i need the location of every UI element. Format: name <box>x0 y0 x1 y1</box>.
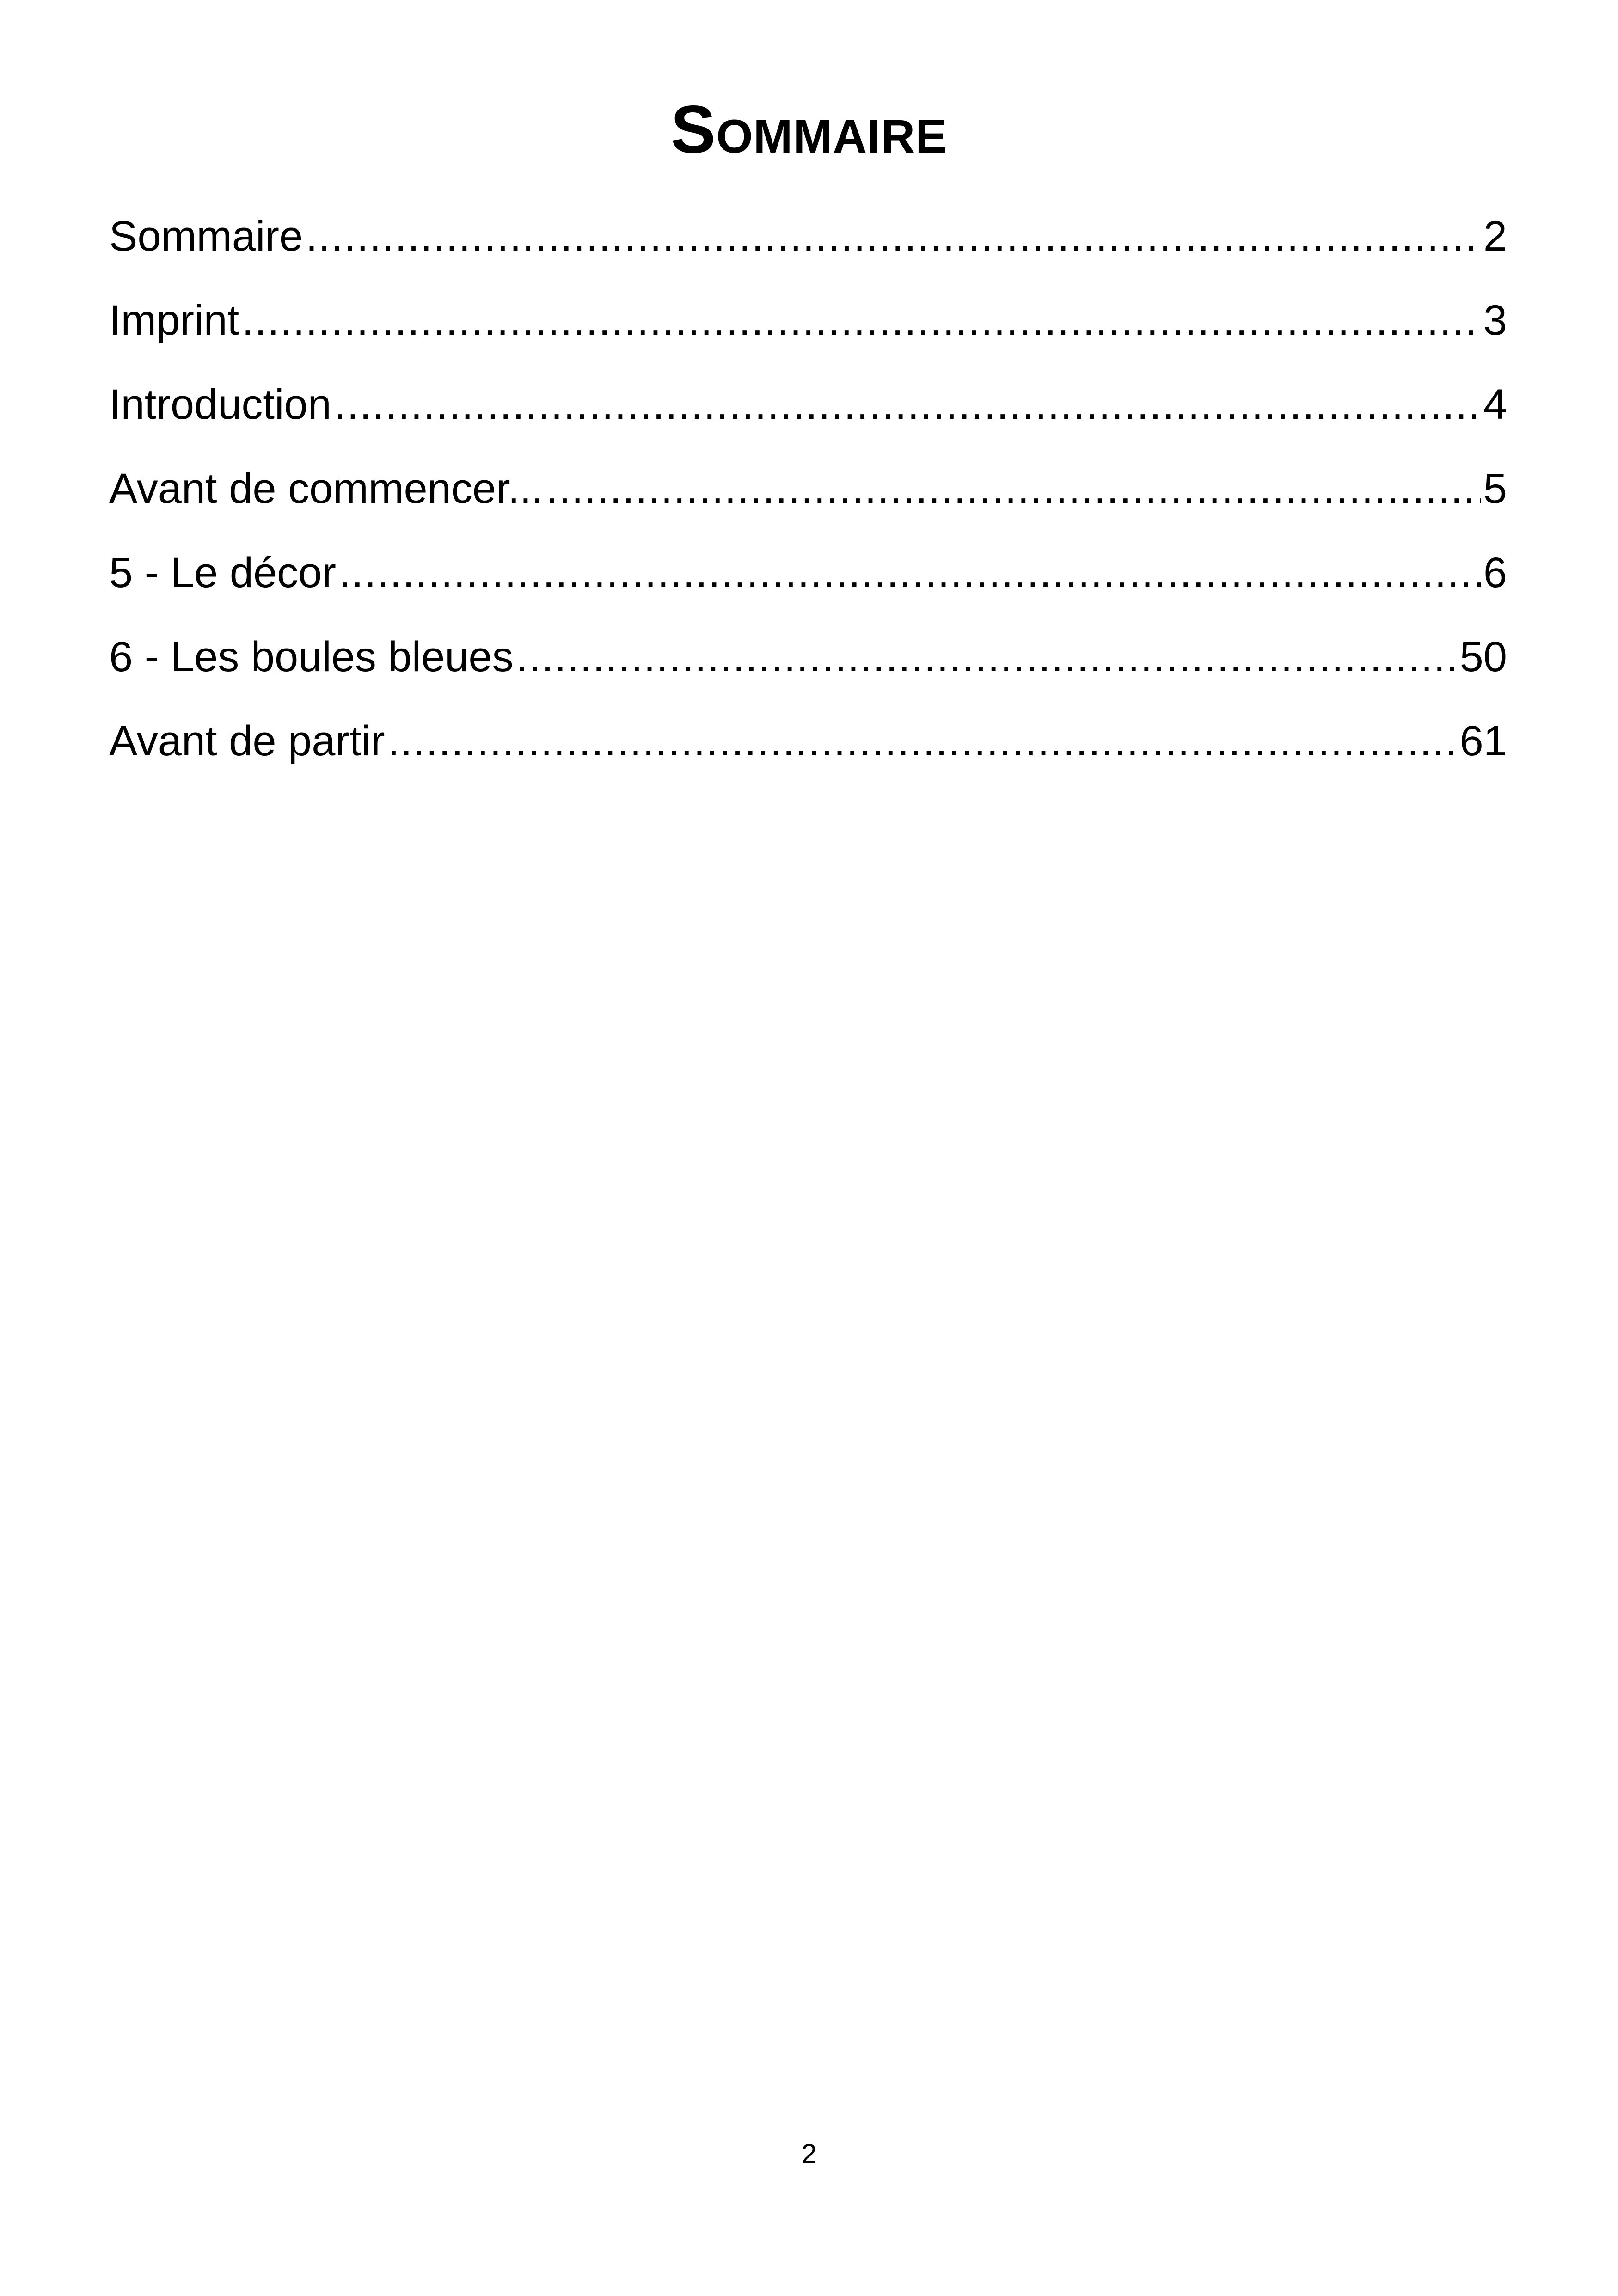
toc-entry-page: 5 <box>1483 465 1507 512</box>
toc-dot-leader <box>388 699 1457 783</box>
toc-list <box>109 194 1507 783</box>
toc-entry-les-boules-bleues[interactable] <box>109 615 1507 699</box>
toc-entry-sommaire[interactable] <box>109 194 1507 278</box>
toc-entry-page: 61 <box>1459 717 1507 765</box>
toc-entry-label: Avant de commencer... <box>109 465 544 512</box>
toc-entry-page: 3 <box>1483 297 1507 344</box>
toc-dot-leader <box>339 531 1481 615</box>
toc-dot-leader <box>546 447 1481 531</box>
toc-entry-imprint[interactable] <box>109 278 1507 362</box>
toc-entry-avant-de-commencer[interactable] <box>109 447 1507 531</box>
toc-entry-introduction[interactable] <box>109 362 1507 447</box>
toc-entry-page: 50 <box>1459 633 1507 680</box>
toc-entry-page: 2 <box>1483 213 1507 260</box>
toc-dot-leader <box>334 362 1481 447</box>
toc-entry-page: 4 <box>1483 381 1507 428</box>
toc-dot-leader <box>516 615 1457 699</box>
page-number: 2 <box>801 2138 817 2169</box>
toc-entry-le-decor[interactable] <box>109 531 1507 615</box>
toc-entry-label: Avant de partir <box>109 717 385 765</box>
toc-entry-page: 6 <box>1483 549 1507 596</box>
toc-dot-leader <box>306 194 1481 278</box>
toc-entry-label: Introduction <box>109 381 331 428</box>
toc-dot-leader <box>242 278 1481 362</box>
toc-entry-label: Imprint <box>109 297 239 344</box>
toc-entry-label: 5 - Le décor <box>109 549 336 596</box>
toc-entry-avant-de-partir[interactable] <box>109 699 1507 783</box>
toc-entry-label: 6 - Les boules bleues <box>109 633 514 680</box>
toc-title: Sommaire <box>670 92 948 167</box>
toc-entry-label: Sommaire <box>109 213 303 260</box>
